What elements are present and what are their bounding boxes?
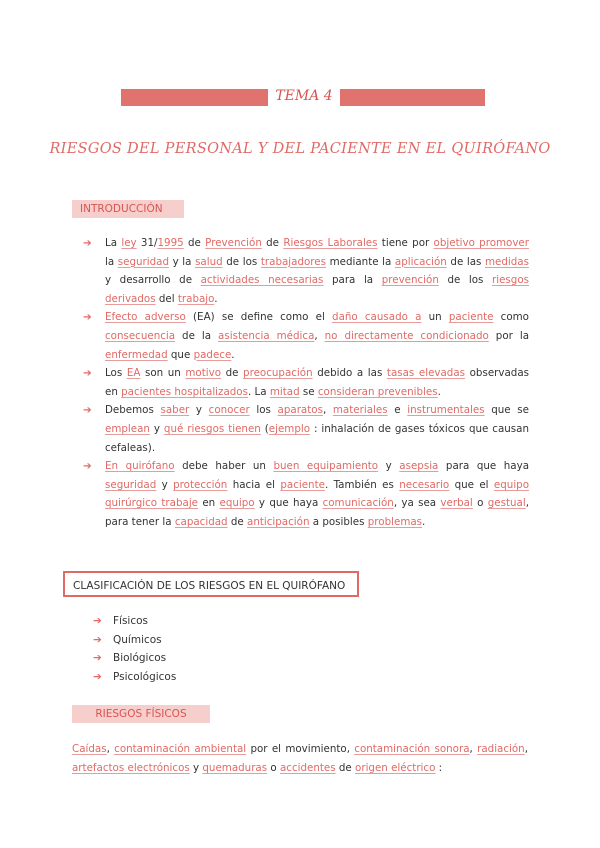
highlighted-term: asistencia médica xyxy=(218,329,315,342)
highlighted-term: Prevención xyxy=(205,237,262,249)
highlighted-term: materiales xyxy=(332,404,388,417)
text-run: , xyxy=(322,404,333,417)
text-run: o xyxy=(267,762,280,774)
text-run: como xyxy=(493,311,529,324)
text-run: de xyxy=(227,515,248,528)
highlighted-term: prevención xyxy=(381,274,439,287)
text-run: que se xyxy=(484,404,529,417)
highlighted-term: trabajo xyxy=(177,292,215,305)
highlighted-term: tasas elevadas xyxy=(386,367,466,380)
text-run: y xyxy=(156,478,174,491)
text-run: , xyxy=(314,329,325,342)
highlighted-term: artefactos electrónicos xyxy=(72,762,190,774)
highlighted-term: contaminación ambiental xyxy=(114,743,247,755)
text-run: para que haya xyxy=(438,460,530,473)
classification-item xyxy=(93,649,176,668)
text-run: observadas en xyxy=(105,367,529,398)
classification-item-label: Físicos xyxy=(113,615,149,627)
text-run: La xyxy=(105,237,122,249)
text-run: hacia el xyxy=(227,478,281,491)
highlighted-term: no directamente condicionado xyxy=(324,329,489,342)
classification-item-label: Químicos xyxy=(113,633,162,646)
classification-heading-box: CLASIFICACIÓN DE LOS RIESGOS EN EL QUIRÓFANO xyxy=(63,571,359,597)
text-run: . También es xyxy=(324,478,400,491)
highlighted-term: preocupación xyxy=(243,367,313,380)
highlighted-term: conocer xyxy=(208,404,250,417)
paragraph-text xyxy=(72,743,528,774)
highlighted-term: capacidad xyxy=(174,515,228,528)
text-run: de las xyxy=(446,255,485,268)
text-run: , xyxy=(469,743,478,755)
intro-bullet xyxy=(83,457,529,531)
highlighted-term: EA xyxy=(126,367,141,380)
text-run: y desarrollo de xyxy=(105,274,201,287)
text-run: debe haber un xyxy=(174,460,274,473)
highlighted-term: origen eléctrico xyxy=(355,762,436,774)
text-run: o xyxy=(472,497,488,510)
text-run: y xyxy=(149,422,164,435)
highlighted-term: daño causado a xyxy=(332,311,422,324)
highlighted-term: motivo xyxy=(185,367,221,380)
text-run: , ya sea xyxy=(393,497,441,510)
text-run: de xyxy=(335,762,356,774)
highlighted-term: seguridad xyxy=(105,478,157,491)
highlighted-term: seguridad xyxy=(117,255,170,268)
bullet-text xyxy=(105,367,529,398)
text-run: los xyxy=(249,404,278,417)
text-run: ( xyxy=(260,422,269,435)
highlighted-term: contaminación sonora xyxy=(354,743,470,755)
text-run: Los xyxy=(105,367,127,380)
highlighted-term: Efecto adverso xyxy=(105,311,186,324)
text-run: (EA) se define como el xyxy=(185,311,333,324)
text-run: : xyxy=(435,762,443,774)
text-run: se xyxy=(299,385,318,398)
highlighted-term: paciente xyxy=(280,478,325,491)
highlighted-term: pacientes hospitalizados xyxy=(121,385,248,398)
tema-label: TEMA 4 xyxy=(275,88,333,104)
intro-bullet xyxy=(83,364,529,401)
text-run: Debemos xyxy=(105,404,161,417)
text-run: y la xyxy=(169,255,196,268)
tema-bar-right xyxy=(340,89,485,106)
highlighted-term: equipo xyxy=(219,497,255,510)
text-run: a posibles xyxy=(309,515,368,528)
highlighted-term: riesgos derivados xyxy=(105,274,529,305)
text-run: mediante la xyxy=(326,255,395,268)
arrow-right-icon: ➔ xyxy=(83,460,92,473)
highlighted-term: mitad xyxy=(269,385,300,398)
classification-item xyxy=(93,612,176,631)
text-run: . xyxy=(422,515,426,528)
highlighted-term: comunicación xyxy=(322,497,394,510)
highlighted-term: ejemplo xyxy=(268,422,311,435)
highlighted-term: trabajadores xyxy=(260,255,326,268)
document-title: RIESGOS DEL PERSONAL Y DEL PACIENTE EN EL QUIRÓFANO xyxy=(49,141,551,157)
section-label-riesgos-fisicos: RIESGOS FÍSICOS xyxy=(72,705,210,723)
highlighted-term: padece xyxy=(193,348,232,361)
highlighted-term: ley xyxy=(121,237,137,249)
text-run: . xyxy=(214,292,218,305)
arrow-right-icon: ➔ xyxy=(93,670,102,683)
arrow-right-icon: ➔ xyxy=(93,633,102,646)
text-run: por el movimiento, xyxy=(246,743,355,755)
highlighted-term: consideran prevenibles xyxy=(317,385,438,398)
text-run: , xyxy=(524,743,528,755)
highlighted-term: Caídas xyxy=(72,743,107,755)
section-label-introduccion: INTRODUCCIÓN xyxy=(72,200,184,218)
text-run: . xyxy=(437,385,441,398)
highlighted-term: medidas xyxy=(485,255,529,268)
arrow-right-icon: ➔ xyxy=(83,367,92,380)
bullet-text xyxy=(105,404,529,453)
highlighted-term: quemaduras xyxy=(202,762,268,774)
highlighted-term: radiación xyxy=(477,743,525,755)
highlighted-term: consecuencia xyxy=(105,329,176,342)
text-run: de xyxy=(221,367,244,380)
highlighted-term: paciente xyxy=(448,311,494,324)
text-run: . La xyxy=(247,385,270,398)
text-run: de los xyxy=(438,274,492,287)
arrow-right-icon: ➔ xyxy=(83,311,92,324)
intro-bullet-list xyxy=(83,234,529,532)
highlighted-term: problemas xyxy=(367,515,423,528)
highlighted-term: emplean xyxy=(105,422,150,435)
highlighted-term: enfermedad xyxy=(105,348,168,361)
highlighted-term: aparatos xyxy=(277,404,323,417)
text-run: que el xyxy=(449,478,494,491)
tema-bar-left xyxy=(121,89,268,106)
highlighted-term: verbal xyxy=(440,497,473,510)
text-run: son un xyxy=(140,367,186,380)
bullet-text xyxy=(105,311,529,360)
highlighted-term: saber xyxy=(160,404,190,417)
text-run: , xyxy=(106,743,115,755)
text-run: y xyxy=(189,762,203,774)
highlighted-term: salud xyxy=(195,255,223,268)
arrow-right-icon: ➔ xyxy=(83,237,92,249)
highlighted-term: necesario xyxy=(399,478,450,491)
highlighted-term: aplicación xyxy=(394,255,447,268)
bullet-text xyxy=(105,460,529,528)
classification-item-label: Biológicos xyxy=(113,652,167,664)
text-run: de xyxy=(183,237,206,249)
highlighted-term: gestual xyxy=(487,497,526,510)
highlighted-term: instrumentales xyxy=(407,404,485,417)
highlighted-term: accidentes xyxy=(279,762,336,774)
text-run: en xyxy=(198,497,220,510)
highlighted-term: actividades necesarias xyxy=(200,274,324,287)
text-run: e xyxy=(387,404,408,417)
text-run: que xyxy=(167,348,194,361)
riesgos-fisicos-paragraph xyxy=(72,740,528,778)
arrow-right-icon: ➔ xyxy=(83,404,92,417)
text-run: y xyxy=(189,404,209,417)
highlighted-term: protección xyxy=(173,478,228,491)
classification-item xyxy=(93,668,176,687)
text-run: de los xyxy=(222,255,261,268)
classification-item xyxy=(93,631,176,650)
highlighted-term: asepsia xyxy=(399,460,439,473)
arrow-right-icon: ➔ xyxy=(93,652,102,664)
text-run: debido a las xyxy=(312,367,387,380)
text-run: de la xyxy=(175,329,219,342)
classification-item-label: Psicológicos xyxy=(113,670,177,683)
intro-bullet xyxy=(83,234,529,308)
classification-list xyxy=(93,612,176,686)
intro-bullet xyxy=(83,401,529,457)
intro-bullet xyxy=(83,308,529,364)
text-run: del xyxy=(155,292,178,305)
highlighted-term: equipo quirúrgico trabaje xyxy=(105,478,530,510)
text-run: un xyxy=(421,311,449,324)
highlighted-term: 1995 xyxy=(157,237,184,249)
text-run: la xyxy=(105,255,118,268)
bullet-text xyxy=(105,237,529,305)
arrow-right-icon: ➔ xyxy=(93,615,102,627)
text-run: para la xyxy=(323,274,382,287)
text-run: por la xyxy=(488,329,529,342)
text-run: de xyxy=(261,237,284,249)
text-run: tiene por xyxy=(377,237,434,249)
text-run: . xyxy=(231,348,235,361)
text-run: y que haya xyxy=(254,497,323,510)
highlighted-term: objetivo promover xyxy=(433,237,529,249)
text-run: 31/ xyxy=(136,237,158,249)
text-run: : inhalación de gases tóxicos que causan cefaleas). xyxy=(105,422,530,454)
highlighted-term: En quirófano xyxy=(105,460,175,473)
highlighted-term: qué riesgos tienen xyxy=(163,422,261,435)
highlighted-term: buen equipamiento xyxy=(273,460,379,473)
text-run: y xyxy=(378,460,400,473)
highlighted-term: Riesgos Laborales xyxy=(283,237,378,249)
highlighted-term: anticipación xyxy=(247,515,310,528)
text-run: , para tener la xyxy=(105,497,529,528)
